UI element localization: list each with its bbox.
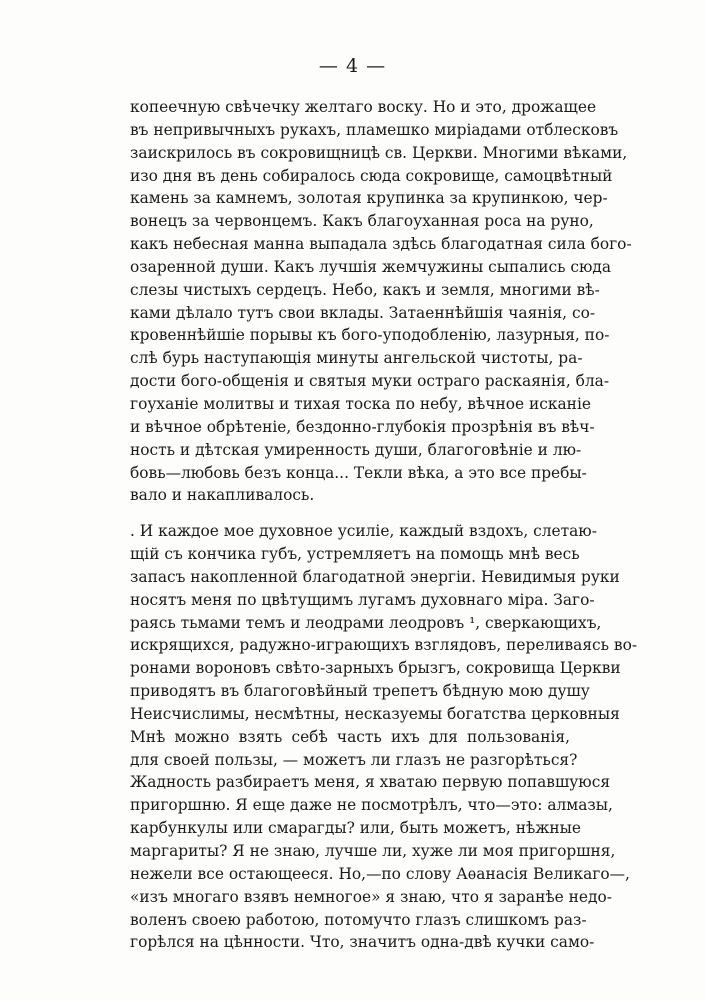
text-line: горѣлся на цѣнности. Что, значитъ одна-двѣ кучки само- [130, 933, 595, 952]
text-line: воленъ своею работою, потомучто глазъ слишкомъ раз- [130, 910, 587, 929]
text-line: носятъ меня по цвѣтущимъ лугамъ духовнаго міра. Заго- [130, 590, 595, 609]
text-line: запасъ накопленной благодатной энергіи. Невидимыя руки [130, 567, 620, 586]
text-line: гоуханіе молитвы и тихая тоска по небу, вѣчное исканіе [130, 394, 591, 413]
text-line: карбункулы или смарагды? или, быть можетъ, нѣжные [130, 819, 582, 838]
text-line: . И каждое мое духовное усиліе, каждый вздохъ, слетаю- [130, 522, 597, 541]
text-line: Неисчислимы, несмѣтны, несказуемы богатства церковныя [130, 704, 620, 723]
text-line: заискрилось въ сокровищницѣ св. Церкви. Многими вѣками, [130, 143, 628, 162]
text-line: нежели все остающееся. Но,—по слову Аѳанасія Великаго—, [130, 864, 630, 883]
text-line: копеечную свѣчечку желтаго воску. Но и это, дрожащее [130, 98, 597, 116]
text-line: Жадность разбираетъ меня, я хватаю первую попавшуюся [130, 773, 611, 792]
text-line: ронами вороновъ свѣто-зарныхъ брызгъ, сокровища Церкви [130, 659, 621, 678]
text-line: пригоршню. Я еще даже не посмотрѣлъ, что—это: алмазы, [130, 796, 613, 815]
paragraph-1 [130, 96, 632, 507]
text-line: маргариты? Я не знаю, лучше ли, хуже ли моя пригоршня, [130, 842, 616, 860]
paragraph-2 [130, 520, 638, 954]
page-number: — 4 — [318, 55, 387, 77]
text-line: бовь—любовь безъ конца... Текли вѣка, а это все пребы- [130, 463, 587, 482]
text-line: ность и дѣтская умиренность души, благоговѣніе и лю- [130, 440, 582, 459]
text-line: дости бого-общенія и святыя муки остраго раскаянія, бла- [130, 372, 610, 391]
text-line: вало и накапливалось. [130, 486, 315, 505]
text-line: какъ небесная манна выпадала здѣсь благодатная сила бого- [130, 235, 632, 254]
text-line: Мнѣ можно взять себѣ часть ихъ для пользованія, [130, 727, 570, 746]
text-line: раясь тьмами темъ и леодрами леодровъ ¹, сверкающихъ, [130, 613, 602, 632]
text-line: слѣ бурь наступающія минуты ангельской чистоты, ра- [130, 349, 583, 368]
text-line: изо дня въ день собиралось сюда сокровище, самоцвѣтный [130, 166, 613, 185]
body-text [130, 96, 638, 954]
text-line: слезы чистыхъ сердецъ. Небо, какъ и земля, многими вѣ- [130, 280, 600, 299]
text-line: искрящихся, радужно-играющихъ взглядовъ, переливаясь во- [130, 636, 638, 655]
text-line: вонецъ за червонцемъ. Какъ благоуханная роса на руно, [130, 212, 594, 231]
text-line: камень за камнемъ, золотая крупинка за крупинкою, чер- [130, 189, 608, 208]
text-line: озаренной души. Какъ лучшія жемчужины сыпались сюда [130, 257, 612, 276]
text-line: щій съ кончика губъ, устремляетъ на помощь мнѣ весь [130, 545, 580, 564]
text-line: кровеннѣйшіе порывы къ бого-уподобленію, лазурныя, по- [130, 326, 610, 345]
text-line: «изъ многаго взявъ немногое» я знаю, что я заранѣе недо- [130, 887, 612, 906]
text-line: ками дѣлало тутъ свои вклады. Затаеннѣйшія чаянія, со- [130, 303, 596, 322]
paragraph-gap [130, 507, 570, 520]
text-line: для своей пользы, — можетъ ли глазъ не разгорѣться? [130, 750, 578, 769]
text-line: и вѣчное обрѣтеніе, бездонно-глубокія прозрѣнія въ вѣч- [130, 417, 595, 436]
text-line: въ непривычныхъ рукахъ, пламешко миріадами отблесковъ [130, 120, 619, 139]
text-line: приводятъ въ благоговѣйный трепетъ бѣдную мою душу [130, 682, 590, 701]
